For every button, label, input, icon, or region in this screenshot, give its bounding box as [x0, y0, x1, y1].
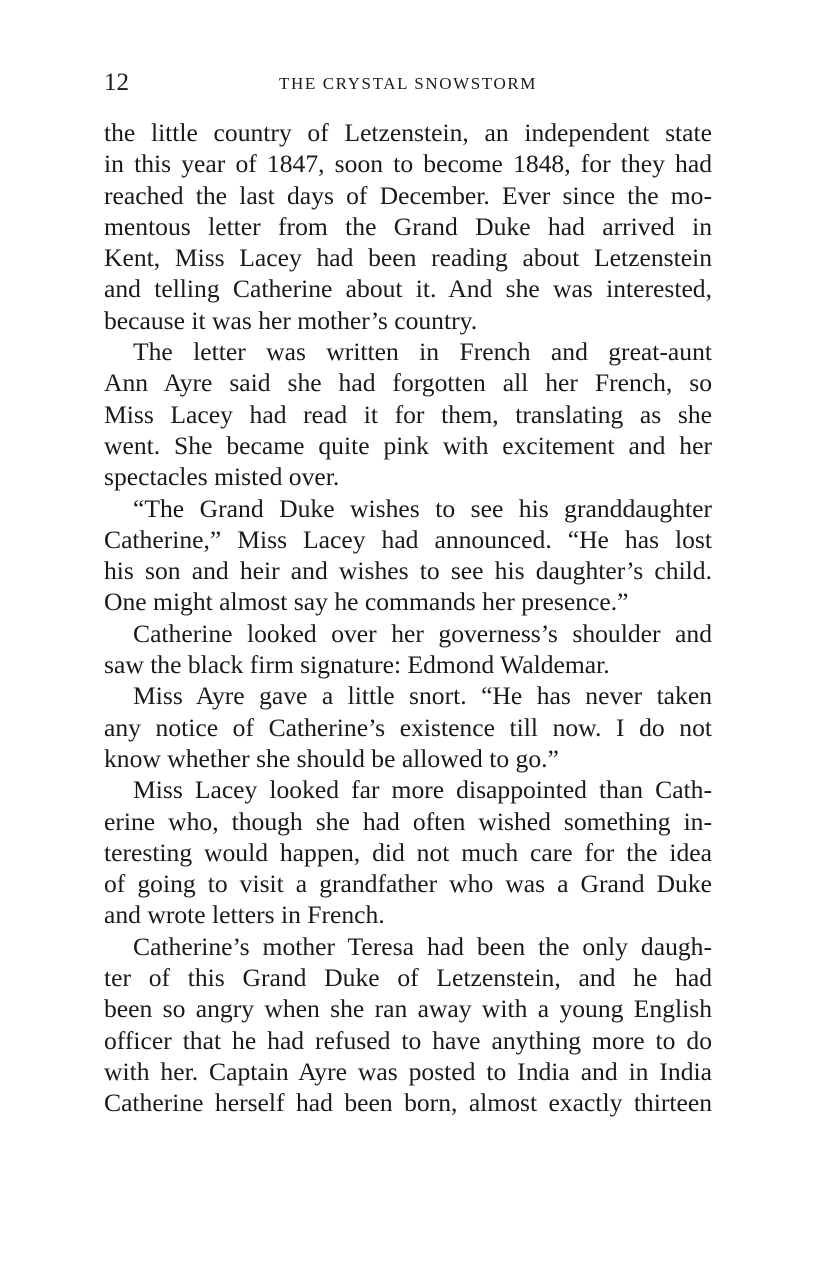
- text-line: because it was her mother’s country.: [104, 305, 478, 335]
- text-line: of going to visit a grandfather who was a Grand Duke: [104, 869, 712, 899]
- running-title: THE CRYSTAL SNOWSTORM: [279, 74, 537, 93]
- text-line: his son and heir and wishes to see his daughter’s child.: [104, 556, 712, 586]
- paragraph: [104, 774, 712, 930]
- text-line: the little country of Letzenstein, an independent state: [104, 118, 712, 147]
- text-line: Catherine,” Miss Lacey had announced. “He has lost: [104, 524, 712, 554]
- text-line: Miss Lacey had read it for them, translating as she: [104, 399, 712, 429]
- text-line: been so angry when she ran away with a young English: [104, 994, 712, 1024]
- text-line: Catherine looked over her governess’s shoulder and: [133, 618, 712, 648]
- text-line: went. She became quite pink with excitement and her: [104, 430, 712, 460]
- paragraph: [104, 493, 712, 618]
- text-line: Catherine herself had been born, almost exactly thirteen: [104, 1088, 712, 1118]
- text-line: Miss Ayre gave a little snort. “He has never taken: [133, 681, 712, 711]
- text-line: spectacles misted over.: [104, 462, 340, 492]
- text-line: and wrote letters in French.: [104, 900, 385, 930]
- text-line: in this year of 1847, soon to become 1848, for they had: [104, 149, 712, 179]
- paragraph: [104, 618, 712, 681]
- text-line: “The Grand Duke wishes to see his granddaughter: [133, 493, 712, 523]
- text-line: One might almost say he commands her presence.”: [104, 587, 629, 617]
- body-text: [104, 117, 712, 1119]
- text-line: reached the last days of December. Ever since the mo-: [104, 180, 712, 210]
- text-line: ter of this Grand Duke of Letzenstein, and he had: [104, 963, 712, 993]
- text-line: with her. Captain Ayre was posted to India and in India: [104, 1056, 712, 1086]
- paragraph: [104, 931, 712, 1119]
- page-header: [104, 68, 712, 102]
- text-line: teresting would happen, did not much care for the idea: [104, 837, 712, 867]
- text-line: The letter was written in French and great-aunt: [133, 337, 712, 367]
- paragraph: [104, 680, 712, 774]
- text-line: erine who, though she had often wished something in-: [104, 806, 712, 836]
- paragraph: [104, 336, 712, 492]
- page-number: 12: [104, 69, 129, 96]
- text-line: officer that he had refused to have anything more to do: [104, 1025, 712, 1055]
- text-line: any notice of Catherine’s existence till now. I do not: [104, 712, 712, 742]
- text-line: Catherine’s mother Teresa had been the only daugh-: [133, 931, 712, 961]
- text-line: know whether she should be allowed to go.”: [104, 743, 559, 773]
- paragraph: [104, 117, 712, 336]
- text-line: Kent, Miss Lacey had been reading about Letzenstein: [104, 243, 712, 273]
- text-line: and telling Catherine about it. And she was interested,: [104, 274, 712, 304]
- text-line: Miss Lacey looked far more disappointed than Cath-: [133, 775, 712, 805]
- text-line: saw the black firm signature: Edmond Waldemar.: [104, 650, 610, 680]
- text-line: mentous letter from the Grand Duke had arrived in: [104, 211, 712, 241]
- text-line: Ann Ayre said she had forgotten all her French, so: [104, 368, 712, 398]
